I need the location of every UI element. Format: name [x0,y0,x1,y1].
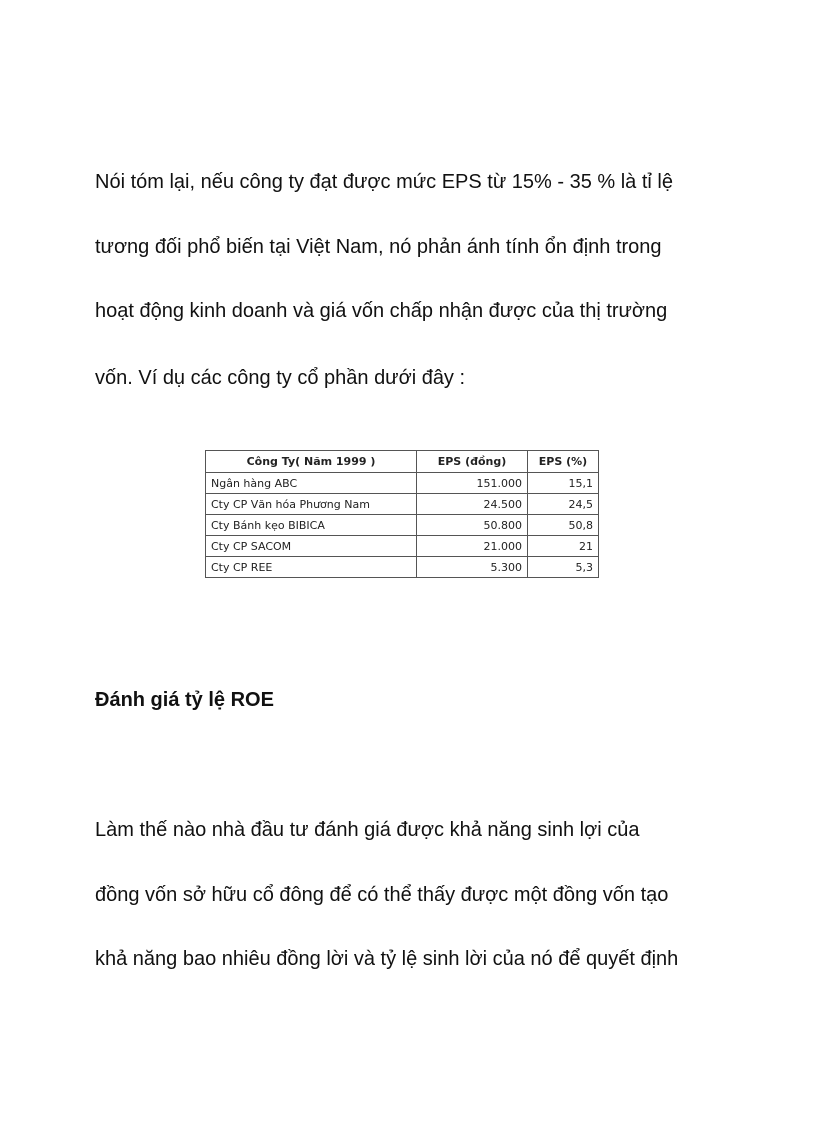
percent-cell: 24,5 [528,494,599,515]
header-eps-percent: EPS (%) [528,451,599,473]
paragraph-line: Làm thế nào nhà đầu tư đánh giá được khả năng sinh lợi của [95,819,640,841]
table-row [206,473,599,494]
paragraph-line: hoạt động kinh doanh và giá vốn chấp nhận được của thị trường [95,300,668,322]
eps-cell: 24.500 [417,494,528,515]
company-cell: Ngân hàng ABC [206,473,417,494]
percent-cell: 21 [528,536,599,557]
table-row [206,515,599,536]
company-cell: Cty CP REE [206,557,417,578]
table-row [206,557,599,578]
table-row [206,494,599,515]
eps-cell: 50.800 [417,515,528,536]
paragraph-line: khả năng bao nhiêu đồng lời và tỷ lệ sinh lời của nó để quyết định [95,948,679,970]
paragraph-line: tương đối phổ biến tại Việt Nam, nó phản ánh tính ổn định trong [95,236,662,258]
table-header-row [206,451,599,473]
paragraph-line: Nói tóm lại, nếu công ty đạt được mức EPS từ 15% - 35 % là tỉ lệ [95,171,673,193]
percent-cell: 50,8 [528,515,599,536]
header-company: Công Ty( Năm 1999 ) [206,451,417,473]
percent-cell: 5,3 [528,557,599,578]
company-cell: Cty CP Văn hóa Phương Nam [206,494,417,515]
header-eps-dong: EPS (đồng) [417,451,528,473]
company-cell: Cty Bánh kẹo BIBICA [206,515,417,536]
paragraph-line: đồng vốn sở hữu cổ đông để có thể thấy được một đồng vốn tạo [95,884,669,906]
percent-cell: 15,1 [528,473,599,494]
eps-cell: 151.000 [417,473,528,494]
paragraph-line: vốn. Ví dụ các công ty cổ phần dưới đây : [95,367,466,389]
company-cell: Cty CP SACOM [206,536,417,557]
table-row [206,536,599,557]
eps-table [205,450,599,578]
eps-cell: 21.000 [417,536,528,557]
eps-cell: 5.300 [417,557,528,578]
section-heading: Đánh giá tỷ lệ ROE [95,689,274,711]
